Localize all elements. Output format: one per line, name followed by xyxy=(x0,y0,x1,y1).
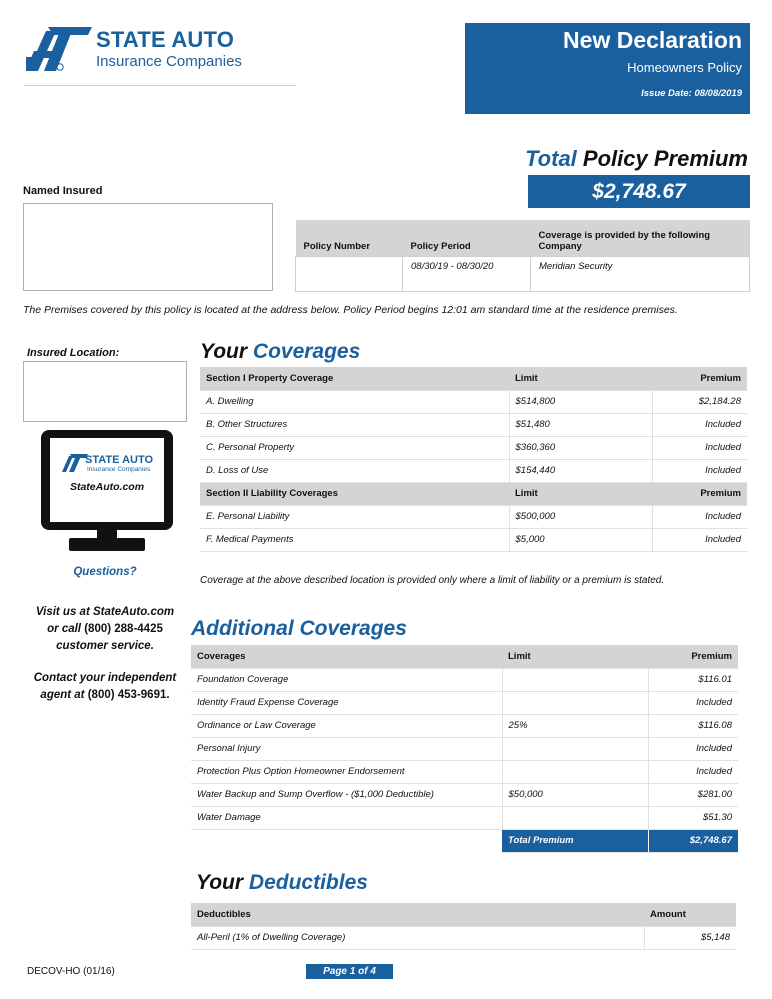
page-indicator: Page 1 of 4 xyxy=(306,964,393,979)
coverages-header: Coverages xyxy=(191,645,502,668)
table-row xyxy=(191,737,738,760)
total-premium-amount: $2,748.67 xyxy=(528,175,750,208)
customer-service-text: customer service. xyxy=(56,640,154,652)
coverage-premium: $281.00 xyxy=(648,783,738,806)
issue-date: Issue Date: 08/08/2019 xyxy=(641,88,742,99)
table-row xyxy=(200,528,747,551)
coverage-premium: Included xyxy=(648,691,738,714)
deductible-name: All-Peril (1% of Dwelling Coverage) xyxy=(191,926,644,949)
named-insured-label: Named Insured xyxy=(23,185,103,197)
call-prefix: or call xyxy=(47,623,82,635)
table-row xyxy=(200,459,747,482)
state-auto-logo xyxy=(26,25,296,75)
policy-number-value xyxy=(296,256,403,291)
section2-limit-header: Limit xyxy=(509,482,652,505)
coverage-limit xyxy=(502,760,648,783)
coverage-premium: $2,184.28 xyxy=(652,390,747,413)
customer-service-phone[interactable]: (800) 288-4425 xyxy=(84,623,163,635)
coverage-name: C. Personal Property xyxy=(200,436,509,459)
visit-website-text: Visit us at StateAuto.com xyxy=(35,606,175,618)
logo-subtitle: Insurance Companies xyxy=(96,53,242,70)
section2-premium-header: Premium xyxy=(652,482,747,505)
coverage-limit: $5,000 xyxy=(509,528,652,551)
section1-premium-header: Premium xyxy=(652,367,747,390)
monitor-logo-subtitle: Insurance Companies xyxy=(87,466,151,473)
deductible-amount: $5,148 xyxy=(644,926,736,949)
total-premium-row xyxy=(191,829,738,852)
declaration-header xyxy=(465,23,750,114)
coverage-premium: $51.30 xyxy=(648,806,738,829)
coverage-note: Coverage at the above described location is provided only where a limit of liability or a premium is stated. xyxy=(200,575,665,586)
declaration-title: New Declaration xyxy=(563,27,742,53)
company-header: Coverage is provided by the following Company xyxy=(531,220,750,256)
agent-phone[interactable]: (800) 453-9691. xyxy=(87,689,170,701)
deductibles-title xyxy=(196,871,368,895)
policy-number-header: Policy Number xyxy=(296,220,403,256)
policy-period-header: Policy Period xyxy=(403,220,531,256)
coverage-name: Water Backup and Sump Overflow - ($1,000 Deductible) xyxy=(191,783,502,806)
coverage-name: F. Medical Payments xyxy=(200,528,509,551)
policy-info-header-row xyxy=(296,220,750,256)
coverage-premium: Included xyxy=(652,528,747,551)
questions-heading: Questions? xyxy=(73,566,137,578)
table-row xyxy=(191,668,738,691)
table-row xyxy=(191,806,738,829)
coverages-title-a: Your xyxy=(200,340,248,363)
visit-info xyxy=(23,604,187,655)
monitor-icon xyxy=(41,430,173,552)
total-premium-heading-accent: Total xyxy=(525,146,577,171)
additional-coverages-table xyxy=(191,645,738,853)
coverage-limit: $50,000 xyxy=(502,783,648,806)
table-row xyxy=(200,413,747,436)
total-premium-heading-rest: Policy Premium xyxy=(582,146,748,171)
website-link[interactable]: StateAuto.com xyxy=(69,481,145,493)
section2-header-row xyxy=(200,482,747,505)
coverage-name: Identity Fraud Expense Coverage xyxy=(191,691,502,714)
coverages-table xyxy=(200,367,747,552)
premium-header: Premium xyxy=(648,645,738,668)
amount-header: Amount xyxy=(644,903,736,926)
coverages-title-b: Coverages xyxy=(252,340,361,363)
limit-header: Limit xyxy=(502,645,648,668)
coverage-name: D. Loss of Use xyxy=(200,459,509,482)
call-line xyxy=(23,621,187,638)
total-premium-value: $2,748.67 xyxy=(648,829,738,852)
coverage-name: B. Other Structures xyxy=(200,413,509,436)
coverage-premium: Included xyxy=(652,505,747,528)
coverage-limit xyxy=(502,737,648,760)
divider xyxy=(24,85,296,86)
table-row xyxy=(200,505,747,528)
deductibles-title-a: Your xyxy=(196,871,244,894)
state-auto-logo-mark-icon xyxy=(26,27,92,71)
table-row xyxy=(191,714,738,737)
table-row xyxy=(191,760,738,783)
section1-header-row xyxy=(200,367,747,390)
contact-agent-text: Contact your independent xyxy=(33,672,177,684)
section2-label: Section II Liability Coverages xyxy=(200,482,509,505)
policy-info-table xyxy=(295,220,750,292)
policy-info-row xyxy=(296,256,750,291)
insured-location-box xyxy=(23,361,187,422)
coverage-limit: $154,440 xyxy=(509,459,652,482)
agent-line xyxy=(23,687,187,704)
section1-label: Section I Property Coverage xyxy=(200,367,509,390)
agent-prefix: agent at xyxy=(40,689,85,701)
coverages-title xyxy=(200,340,360,364)
coverage-limit: 25% xyxy=(502,714,648,737)
coverage-name: Protection Plus Option Homeowner Endorsement xyxy=(191,760,502,783)
coverage-premium: Included xyxy=(652,459,747,482)
coverage-name: E. Personal Liability xyxy=(200,505,509,528)
additional-header-row xyxy=(191,645,738,668)
coverage-limit xyxy=(502,691,648,714)
agent-contact-info xyxy=(23,670,187,704)
insured-location-label: Insured Location: xyxy=(27,347,120,359)
table-row xyxy=(191,926,736,949)
coverage-limit: $51,480 xyxy=(509,413,652,436)
policy-type: Homeowners Policy xyxy=(627,60,742,75)
deductibles-title-b: Deductibles xyxy=(248,871,368,894)
coverage-premium: Included xyxy=(652,413,747,436)
coverage-limit: $500,000 xyxy=(509,505,652,528)
named-insured-box xyxy=(23,203,273,291)
coverage-name: Water Damage xyxy=(191,806,502,829)
deductibles-header-row xyxy=(191,903,736,926)
logo-wordmark: STATE AUTO xyxy=(96,27,235,52)
coverage-premium: $116.01 xyxy=(648,668,738,691)
monitor-logo-wordmark: STATE AUTO xyxy=(85,454,154,466)
coverage-limit: $360,360 xyxy=(509,436,652,459)
coverage-premium: Included xyxy=(652,436,747,459)
coverage-name: Foundation Coverage xyxy=(191,668,502,691)
table-row xyxy=(200,390,747,413)
premises-note: The Premises covered by this policy is located at the address below. Policy Period begins 12:01 am standard time at the residence premises. xyxy=(23,304,678,316)
total-premium-label: Total Premium xyxy=(502,829,648,852)
table-row xyxy=(200,436,747,459)
coverage-name: A. Dwelling xyxy=(200,390,509,413)
coverage-name: Ordinance or Law Coverage xyxy=(191,714,502,737)
coverage-limit: $514,800 xyxy=(509,390,652,413)
section1-limit-header: Limit xyxy=(509,367,652,390)
form-id: DECOV-HO (01/16) xyxy=(27,966,115,977)
coverage-premium: Included xyxy=(648,737,738,760)
coverage-premium: $116.08 xyxy=(648,714,738,737)
deductibles-table xyxy=(191,903,736,950)
table-row xyxy=(191,691,738,714)
coverage-name: Personal Injury xyxy=(191,737,502,760)
deductibles-header: Deductibles xyxy=(191,903,644,926)
coverage-limit xyxy=(502,806,648,829)
policy-period-value: 08/30/19 - 08/30/20 xyxy=(403,256,531,291)
additional-coverages-title: Additional Coverages xyxy=(191,617,407,640)
total-premium-heading xyxy=(470,146,748,172)
table-row xyxy=(191,783,738,806)
coverage-premium: Included xyxy=(648,760,738,783)
total-spacer xyxy=(191,829,502,852)
company-value: Meridian Security xyxy=(531,256,750,291)
coverage-limit xyxy=(502,668,648,691)
